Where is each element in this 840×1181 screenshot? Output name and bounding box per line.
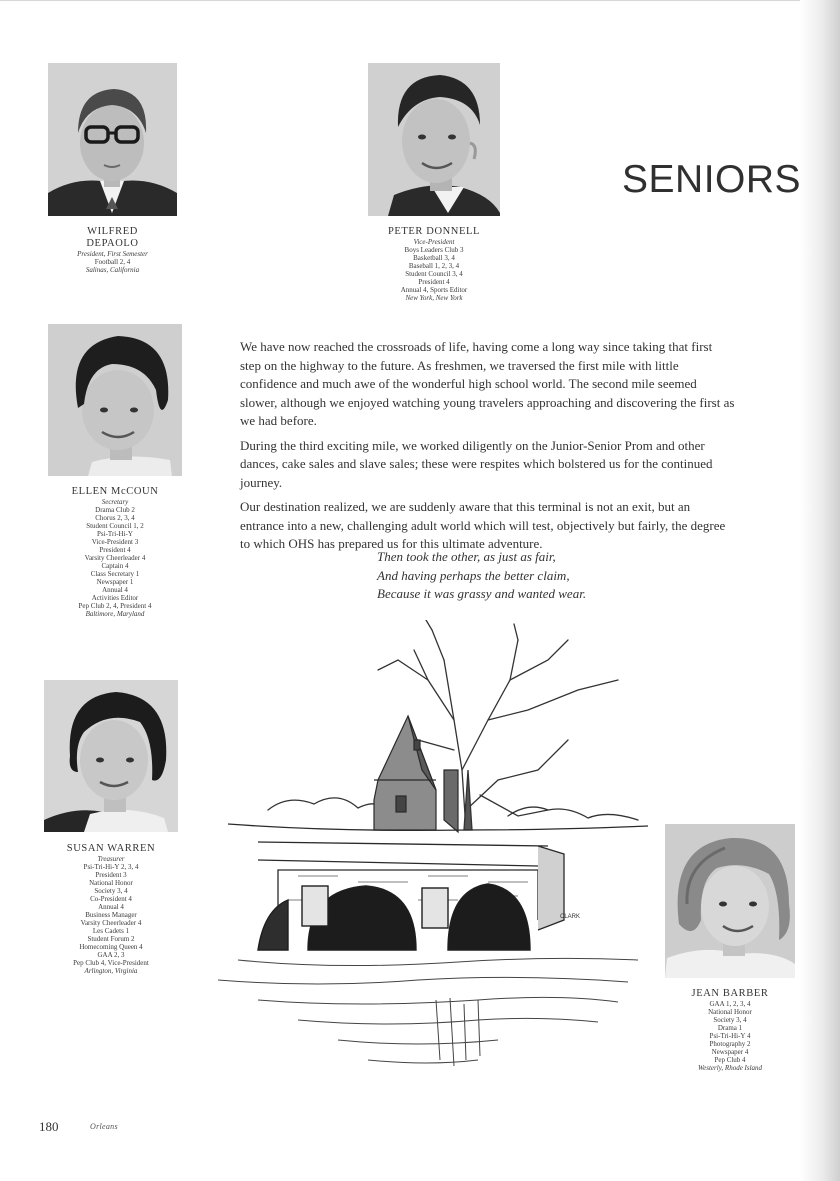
portrait-ellen-mccoun [48, 324, 182, 476]
portrait-photo [48, 63, 177, 216]
activity: Co-President 4 [90, 895, 132, 903]
activity: Business Manager [85, 911, 137, 919]
page-edge-shadow [800, 0, 840, 1181]
activity: Varsity Cheerleader 4 [84, 554, 146, 562]
activity: Football 2, 4 [94, 258, 131, 266]
caption-ellen-mccoun [44, 486, 186, 618]
senior-name: ELLEN McCOUN [71, 486, 159, 497]
senior-role: President, First Semester [77, 250, 148, 258]
activity: Psi-Tri-Hi-Y 2, 3, 4 [83, 863, 139, 871]
poem-line: Then took the other, as just as fair, [377, 549, 556, 564]
senior-hometown: Arlington, Virginia [84, 967, 138, 975]
activity: Baseball 1, 2, 3, 4 [408, 262, 460, 270]
portrait-photo [368, 63, 500, 216]
activity: Newspaper 4 [711, 1048, 749, 1056]
activity: Captain 4 [101, 562, 129, 570]
activity: Psi-Tri-Hi-Y [97, 530, 133, 538]
portrait-wilfred-depaolo [48, 63, 177, 216]
portrait-photo [48, 324, 182, 476]
publication-name: Orleans [90, 1122, 118, 1131]
activity: Student Forum 2 [87, 935, 135, 943]
activity: National Honor [89, 879, 133, 887]
page-number: 180 [39, 1119, 59, 1134]
activity: Newspaper 1 [96, 578, 134, 586]
activity: Drama Club 2 [95, 506, 135, 514]
activity: Varsity Cheerleader 4 [80, 919, 142, 927]
senior-role: Vice-President [413, 238, 455, 246]
page-title: SENIORS [622, 158, 802, 201]
senior-role: Treasurer [97, 855, 125, 863]
senior-hometown: Baltimore, Maryland [85, 610, 145, 618]
activity: Basketball 3, 4 [413, 254, 455, 262]
essay-paragraph: We have now reached the crossroads of life, having come a long way since taking that first step on the highway to the future. As freshmen, we traversed the first mile with little confidence and much awe of the wonderful high school world. The second mile seemed slower, although we enjoyed watching young travelers approaching and discovering the first as we had before. [240, 339, 735, 428]
activity: GAA 1, 2, 3, 4 [709, 1000, 751, 1008]
senior-name: WILFRED [87, 226, 138, 237]
portrait-photo [44, 680, 178, 832]
activity: Pep Club 2, 4, President 4 [78, 602, 152, 610]
activity: Chorus 2, 3, 4 [95, 514, 135, 522]
portrait-susan-warren [44, 680, 178, 832]
bridge-tower-sketch [218, 620, 658, 1080]
caption-jean-barber [660, 988, 800, 1072]
page-top-rule [0, 0, 830, 1]
activity: Activities Editor [91, 594, 139, 602]
senior-name: PETER DONNELL [387, 226, 481, 237]
senior-hometown: New York, New York [405, 294, 463, 302]
activity: Student Council 3, 4 [405, 270, 463, 278]
activity: National Honor [708, 1008, 752, 1016]
portrait-photo [665, 824, 795, 978]
senior-essay [240, 338, 736, 560]
activity: Photography 2 [709, 1040, 751, 1048]
activity: President 3 [95, 871, 127, 879]
essay-paragraph: During the third exciting mile, we worked diligently on the Junior-Senior Prom and other dances, cake sales and slave sales; these were respites which bolstered us for the continued journey. [240, 437, 713, 490]
senior-name: JEAN BARBER [691, 988, 769, 999]
activity: Society 3, 4 [94, 887, 128, 895]
portrait-jean-barber [665, 824, 795, 978]
senior-role: Secretary [101, 498, 129, 506]
senior-name: SUSAN WARREN [66, 843, 156, 854]
activity: Homecoming Queen 4 [79, 943, 143, 951]
activity: Annual 4 [102, 586, 128, 594]
essay-paragraph: Our destination realized, we are suddenly aware that this terminal is not an exit, but an entrance into a new, challenging adult world which will test, objectively but fairly, the degree to which OHS has prepared us for this ultimate adventure. [240, 499, 726, 551]
activity: Pep Club 4 [714, 1056, 746, 1064]
activity: Society 3, 4 [713, 1016, 747, 1024]
activity: GAA 2, 3 [97, 951, 125, 959]
caption-wilfred-depaolo [48, 226, 177, 274]
activity: President 4 [418, 278, 450, 286]
senior-hometown: Salinas, California [85, 266, 140, 274]
caption-susan-warren [36, 843, 186, 975]
activity: Annual 4 [98, 903, 124, 911]
activity: Boys Leaders Club 3 [404, 246, 464, 254]
sketch-signature: CLARK [560, 914, 581, 920]
senior-hometown: Westerly, Rhode Island [697, 1064, 763, 1072]
caption-peter-donnell [360, 226, 508, 302]
senior-name: DEPAOLO [86, 238, 139, 249]
activity: Vice-President 3 [91, 538, 139, 546]
activity: Student Council 1, 2 [86, 522, 144, 530]
activity: President 4 [99, 546, 131, 554]
poem-line: And having perhaps the better claim, [377, 567, 570, 583]
poem-quote [377, 548, 586, 604]
activity: Drama 1 [717, 1024, 743, 1032]
activity: Class Secretary 1 [90, 570, 140, 578]
activity: Psi-Tri-Hi-Y 4 [709, 1032, 751, 1040]
activity: Pep Club 4, Vice-President [73, 959, 149, 967]
portrait-peter-donnell [368, 63, 500, 216]
poem-line: Because it was grassy and wanted wear. [377, 586, 587, 601]
activity: Les Cadets 1 [92, 927, 130, 935]
activity: Annual 4, Sports Editor [400, 286, 468, 294]
